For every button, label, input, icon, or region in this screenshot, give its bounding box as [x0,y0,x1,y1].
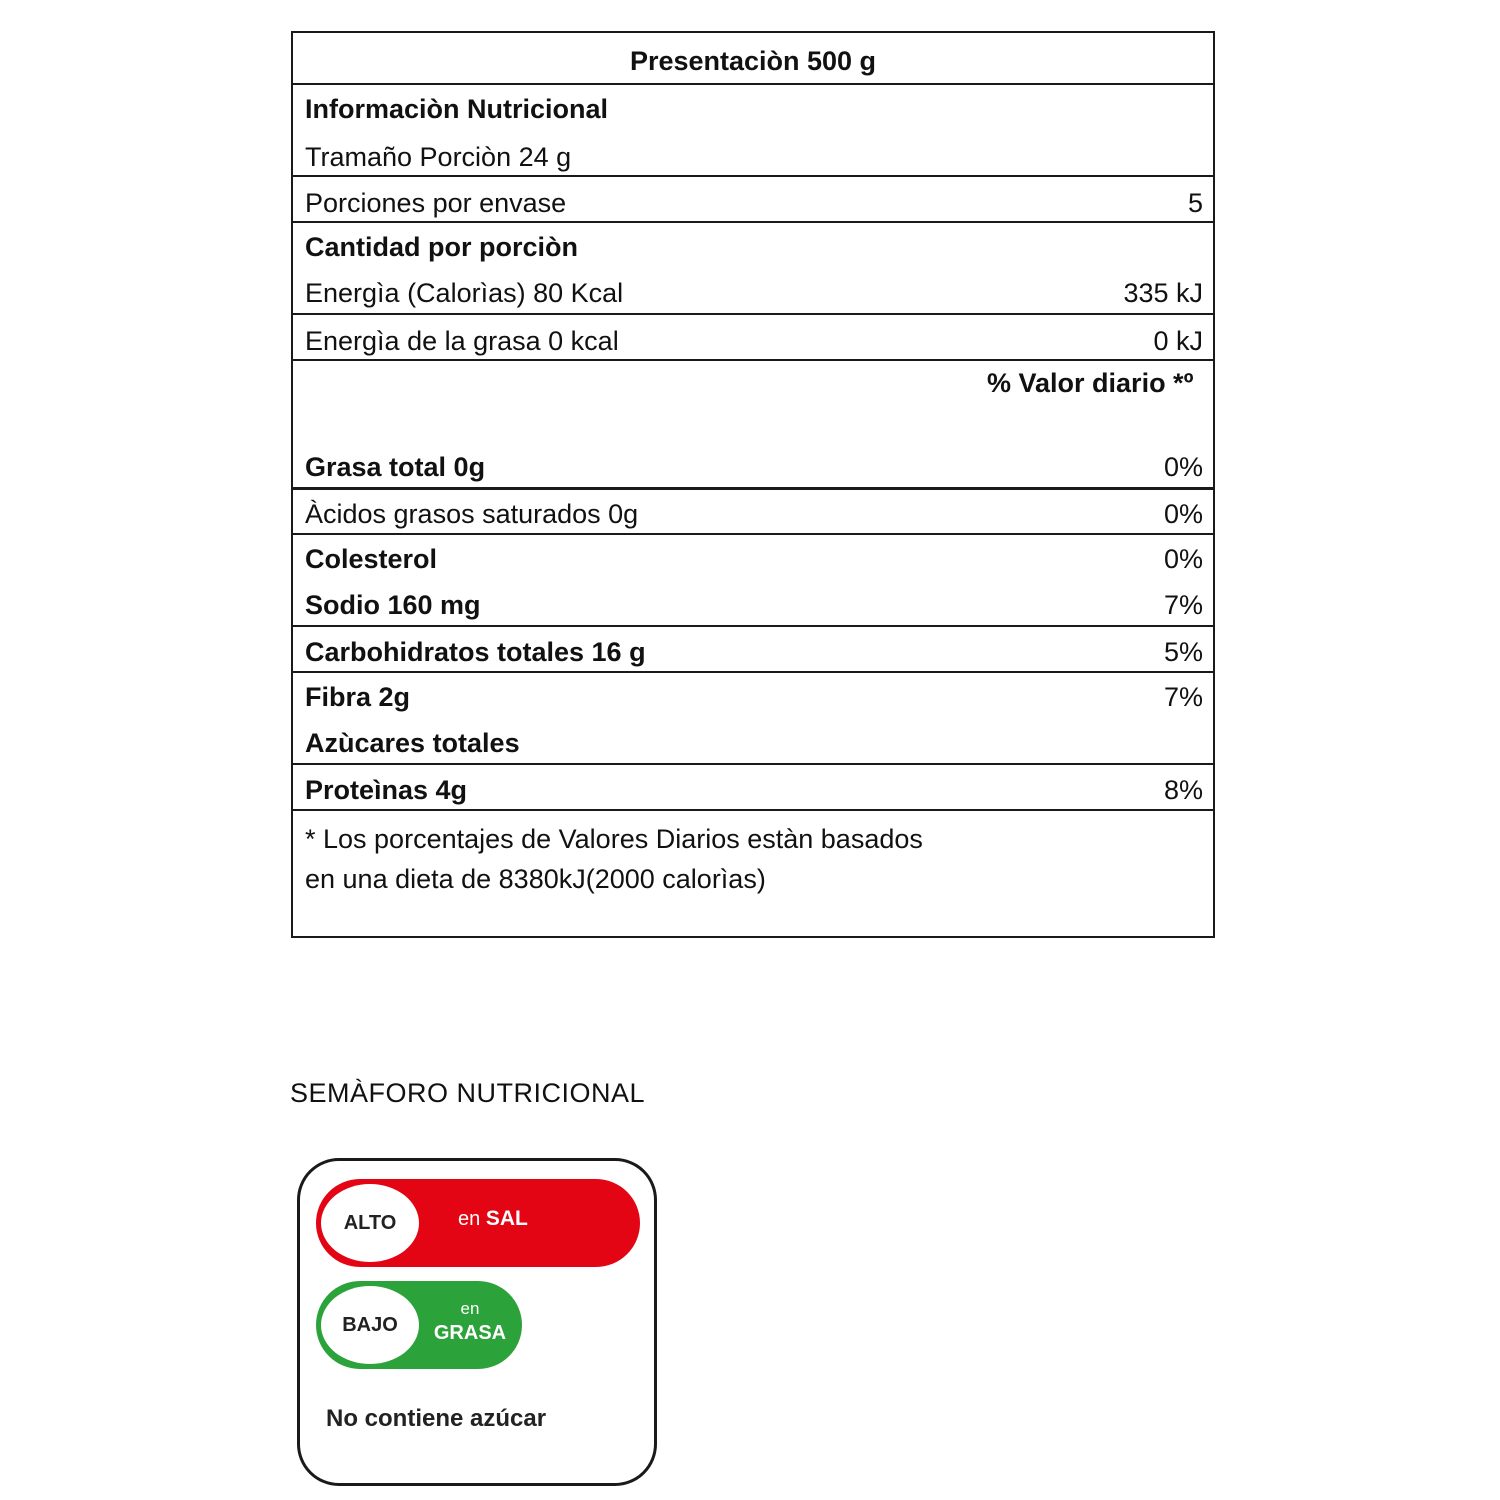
low-fat-badge [316,1281,522,1369]
divider [293,671,1213,673]
front-label-badges [297,1158,657,1486]
nutrient-value: 8% [1163,775,1203,805]
fat-energy-label: Energìa de la grasa 0 kcal [305,326,619,356]
divider [293,763,1213,765]
serving-size: Tramaño Porciòn 24 g [305,142,572,172]
divider [293,313,1213,315]
nutrient-label: Colesterol [305,544,438,574]
nutrient-label: Azùcares totales [305,728,520,758]
badge-level: ALTO [321,1184,419,1262]
divider [293,359,1213,361]
info-title: Informaciòn Nutricional [305,94,609,124]
badge-level: BAJO [321,1286,419,1364]
servings-label: Porciones por envase [305,188,567,218]
nutrient-label: Sodio 160 mg [305,590,481,620]
presentation-title: Presentaciòn 500 g [629,46,877,76]
divider [293,809,1213,811]
divider [293,175,1213,177]
nutrient-label: Àcidos grasos saturados 0g [305,499,639,529]
nutrient-value: 0% [1163,544,1203,574]
nutrient-value: 7% [1163,682,1203,712]
nutrient-label: Grasa total 0g [305,452,486,482]
nutrient-value: 0% [1163,452,1203,482]
energy-value: 335 kJ [1123,278,1203,308]
nutrient-value: 7% [1163,590,1203,620]
nutrient-label: Proteìnas 4g [305,775,468,805]
badge-qualifier: en GRASA [433,1299,507,1344]
nutrition-facts-panel [291,31,1215,938]
footnote: * Los porcentajes de Valores Diarios estàn basados en una dieta de 8380kJ(2000 calorìas) [305,824,923,894]
divider [293,487,1213,490]
semaforo-title: SEMÀFORO NUTRICIONAL [290,1078,646,1108]
divider [293,83,1213,85]
divider [293,625,1213,627]
divider [293,221,1213,223]
energy-label: Energìa (Calorìas) 80 Kcal [305,278,624,308]
nutrient-value: 0% [1163,499,1203,529]
daily-value-header: % Valor diario *º [987,368,1194,398]
badge-qualifier: en SAL [458,1207,528,1230]
no-sugar-note: No contiene azúcar [326,1405,547,1432]
nutrient-label: Carbohidratos totales 16 g [305,637,646,667]
servings-value: 5 [1187,188,1203,218]
amount-per-serving: Cantidad por porciòn [305,232,578,262]
high-salt-badge [316,1179,640,1267]
fat-energy-value: 0 kJ [1153,326,1203,356]
nutrient-value: 5% [1163,637,1203,667]
nutrient-label: Fibra 2g [305,682,411,712]
divider [293,533,1213,535]
